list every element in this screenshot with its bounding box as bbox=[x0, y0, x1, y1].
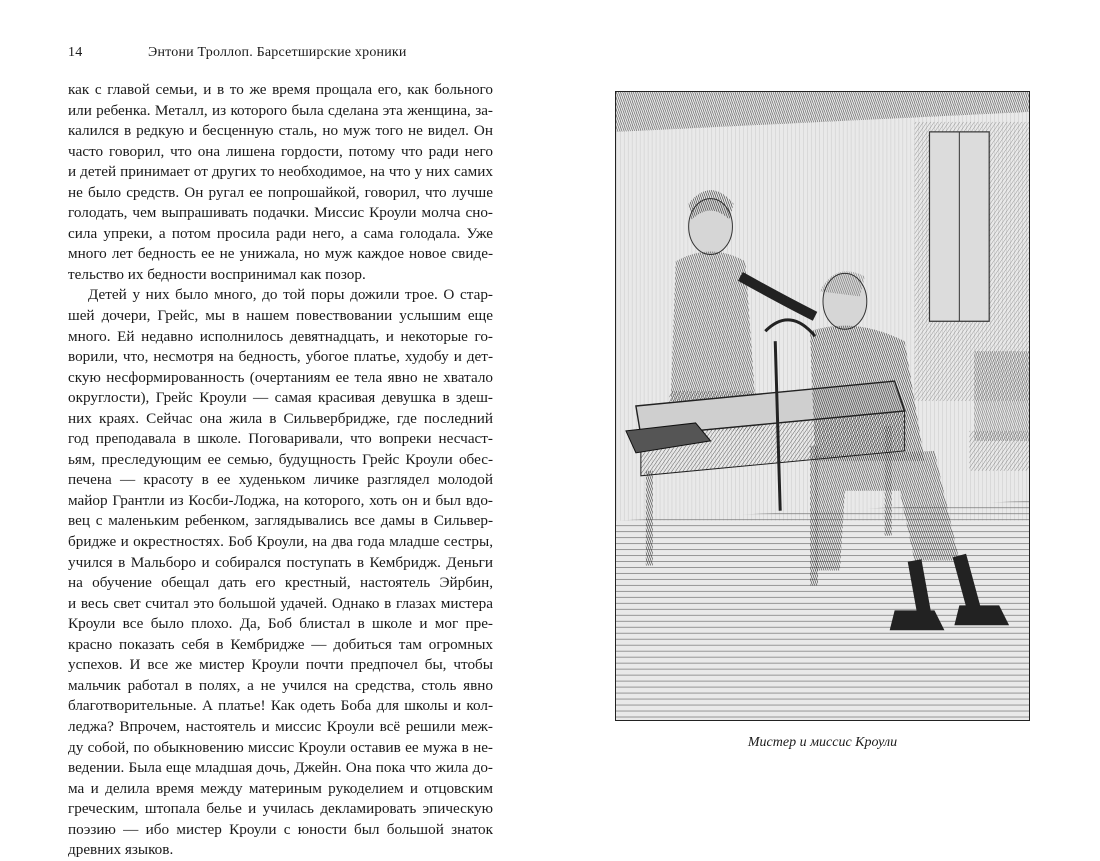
text-line: мальчик работал в полях, а не учился на средства, столь явно bbox=[68, 676, 493, 694]
text-line: Кроули все было плохо. Да, Боб блистал в школе и мог пре- bbox=[68, 615, 493, 633]
text-line: шей дочери, Грейс, мы в нашем повествовании услышим еще bbox=[68, 307, 493, 325]
text-line: на обучение обещал дать его крестный, настоятель Эйрбин, bbox=[68, 574, 493, 592]
text-line: много. Ей недавно исполнилось девятнадцать, и некоторые го- bbox=[68, 327, 493, 345]
text-line: леджа? Впрочем, настоятель и миссис Кроули всё решили меж- bbox=[68, 717, 493, 735]
engraving-illustration bbox=[616, 92, 1029, 720]
text-line: как с главой семьи, и в то же время прощала его, как больного bbox=[68, 81, 493, 98]
text-line: ьям, преследующим ее семью, будущность Грейс Кроули обес- bbox=[68, 450, 493, 468]
text-line: бридже и окрестностях. Боб Кроули, на два года младше сестры, bbox=[68, 533, 493, 551]
running-title: Энтони Троллоп. Барсетширские хроники bbox=[148, 45, 407, 60]
text-line: благотворительные. А платье! Как одеть Боба для школы и кол- bbox=[68, 697, 493, 715]
page-number: 14 bbox=[68, 45, 83, 60]
text-line: тельство их бедности воспринимал как позор. bbox=[68, 265, 366, 283]
text-line: них краях. Сейчас она жила в Сильвербридже, где последний bbox=[68, 409, 493, 427]
text-line: часто говорил, что она лишена гордости, потому что ради него bbox=[68, 142, 493, 160]
text-line: калился в редкую и бесценную сталь, но муж того не видел. Он bbox=[68, 122, 493, 140]
text-line: и весь свет считал это большой удачей. Однако в глазах мистера bbox=[68, 594, 493, 612]
text-line: или ребенка. Металл, из которого была сделана эта женщина, за- bbox=[68, 101, 493, 119]
text-line: не было средств. Он ругал ее попрошайкой, говорил, что лучше bbox=[68, 183, 493, 201]
text-line: учился в Мальборо и собирался поступать в Кембридж. Деньги bbox=[68, 553, 493, 571]
text-line: красно показать себя в Кембридже — добиться там огромных bbox=[68, 635, 493, 653]
figure-caption: Мистер и миссис Кроули bbox=[747, 735, 898, 750]
text-line: вец с маленьким ребенком, заглядывались все дамы в Сильвер- bbox=[68, 512, 493, 530]
text-line: ведении. Была еще младшая дочь, Джейн. Она пока что жила до- bbox=[68, 759, 493, 777]
text-line: год преподавала в школе. Поговаривали, что вопреки несчаст- bbox=[68, 430, 493, 448]
text-line: Детей у них было много, до той поры дожили трое. О стар- bbox=[88, 286, 493, 304]
text-line: скую несформированность (очертаниям ее тела явно не хватало bbox=[68, 368, 493, 386]
illustration bbox=[615, 91, 1030, 721]
text-line: округлости), Грейс Кроули — самая красивая девушка в здеш- bbox=[68, 389, 493, 407]
text-line: ма и делила время между материным рукоделием и отцовским bbox=[68, 779, 493, 797]
text-line: ворили, что, несмотря на бедность, убогое платье, худобу и дет- bbox=[68, 348, 493, 366]
text-line: много лет бедность ее не унижала, но муж каждое новое свиде- bbox=[68, 245, 493, 263]
text-line: греческим, штопала белье и училась декламировать эпическую bbox=[68, 800, 493, 818]
left-page bbox=[0, 0, 550, 859]
text-line: и детей принимает от других то необходимое, на что у них самих bbox=[68, 163, 493, 181]
text-line: ду собой, по обыкновению миссис Кроули оставив ее мужа в не- bbox=[68, 738, 493, 756]
text-line: печена — красоту в ее худеньком личике разглядел молодой bbox=[68, 471, 493, 489]
text-line: голодать, чем выпрашивать подачки. Миссис Кроули молча сно- bbox=[68, 204, 493, 222]
text-line: древних языков. bbox=[68, 841, 174, 859]
text-line: поэзию — ибо мистер Кроули с юности был большой знаток bbox=[68, 820, 493, 838]
text-line: сила упреки, а потом просила ради него, а сама голодала. Уже bbox=[68, 224, 493, 242]
text-line: майор Грантли из Косби-Лоджа, на которого, хоть он и был вдо- bbox=[68, 491, 493, 509]
body-text bbox=[68, 80, 493, 861]
text-line: успехов. И все же мистер Кроули почти предпочел бы, чтобы bbox=[68, 656, 493, 674]
